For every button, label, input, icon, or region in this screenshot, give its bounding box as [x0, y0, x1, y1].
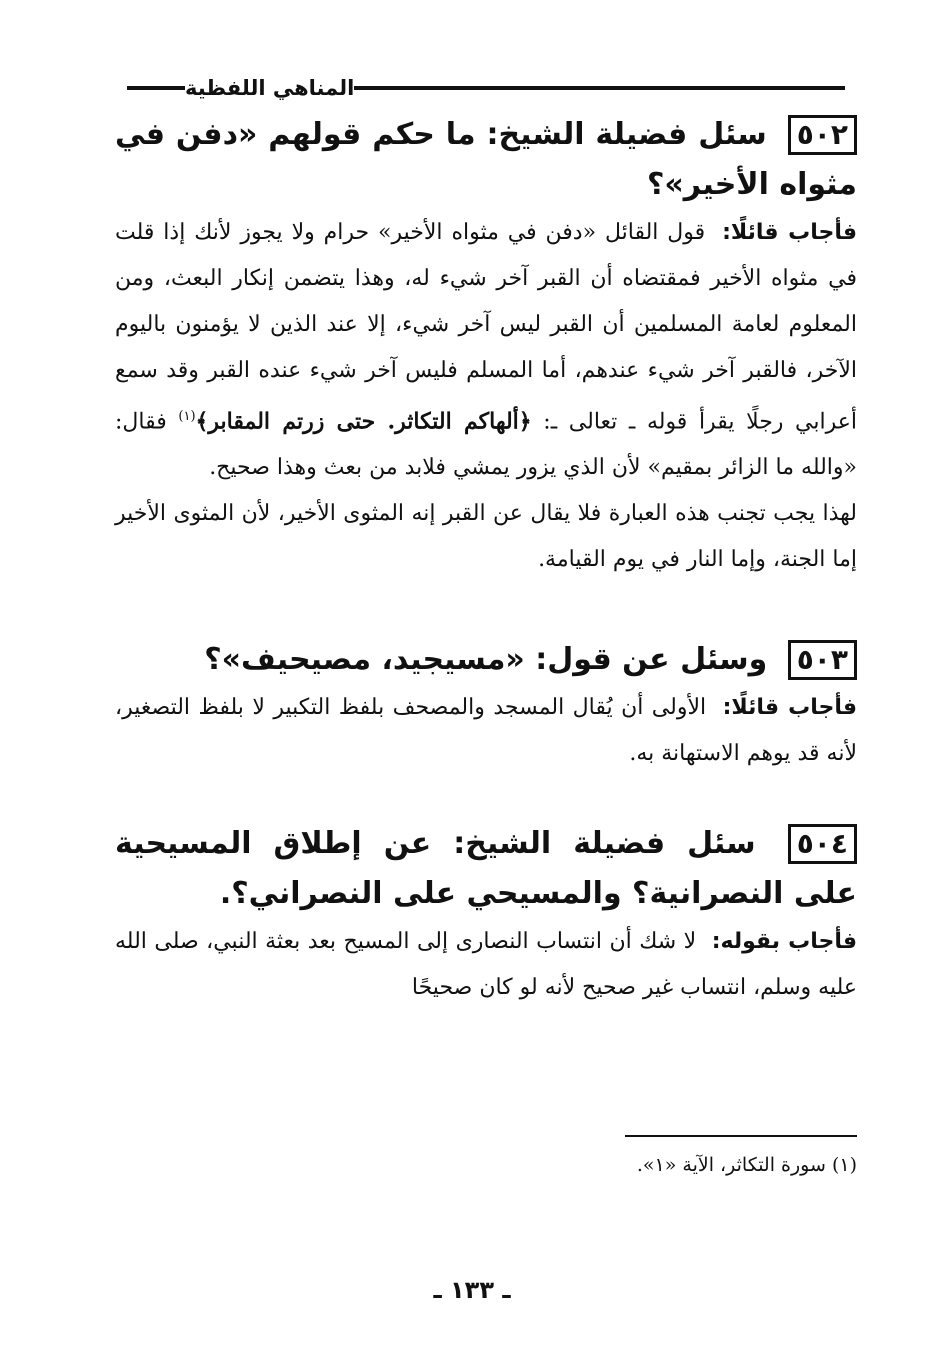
qa-section-504: [115, 819, 857, 1011]
quran-verse: ﴿ألهاكم التكاثر. حتى زرتم المقابر﴾: [195, 408, 532, 435]
question-text: سئل فضيلة الشيخ: عن إطلاق المسيحية على النصرانية؟ والمسيحي على النصراني؟.: [115, 826, 857, 912]
answer-text: فقال: «والله ما الزائر بمقيم» لأن الذي يزور يمشي فلابد من بعث وهذا صحيح.: [115, 409, 857, 481]
question-heading: [115, 819, 857, 919]
answer-paragraph: [115, 210, 857, 491]
question-heading: [115, 635, 857, 685]
question-text: وسئل عن قول: «مسيجيد، مصيحيف»؟: [204, 642, 768, 678]
answer-lead: فأجاب بقوله:: [711, 929, 857, 955]
qa-section-502: [115, 110, 857, 583]
main-content: [115, 110, 857, 1011]
footnote-reference: (١): [178, 409, 196, 424]
section-spacer: [115, 777, 857, 819]
qa-section-503: [115, 635, 857, 777]
footnote: (١) سورة التكاثر، الآية «١».: [636, 1154, 857, 1176]
answer-text: قول القائل «دفن في مثواه الأخير» حرام ولا يجوز لأنك إذا قلت في مثواه الأخير فمقتضاه أن القبر آخر شيء له، وهذا يتضمن إنكار البعث، ومن المعلوم لعامة المسلمين أن القبر ليس آخر شيء، إلا عند الذين لا يؤمنون باليوم الآخر، فالقبر آخر شيء عندهم، أما المسلم فليس آخر شيء عنده القبر وقد سمع أعرابي رجلًا يقرأ قوله ـ تعالى ـ:: [115, 220, 858, 435]
answer-paragraph: لهذا يجب تجنب هذه العبارة فلا يقال عن القبر إنه المثوى الأخير، لأن المثوى الأخير إما الجنة، وإما النار في يوم القيامة.: [115, 501, 857, 573]
header-rule: [127, 86, 185, 90]
answer-paragraph: [115, 685, 857, 777]
section-spacer: [115, 583, 857, 635]
question-number: ٥٠٢: [788, 115, 857, 155]
answer-text: لا شك أن انتساب النصارى إلى المسيح بعد بعثة النبي، صلى الله عليه وسلم، انتساب غير صحيح لأنه لو كان صحيحًا: [115, 929, 857, 1001]
question-number: ٥٠٤: [788, 824, 857, 864]
page-number: ـ ١٣٣ ـ: [433, 1276, 511, 1304]
answer-lead: فأجاب قائلًا:: [722, 695, 857, 721]
answer-lead: فأجاب قائلًا:: [722, 220, 857, 245]
answer-paragraph: [115, 919, 857, 1011]
header-title: المناهي اللفظية: [185, 76, 355, 100]
question-number: ٥٠٣: [788, 640, 857, 680]
answer-text: الأولى أن يُقال المسجد والمصحف بلفظ التكبير لا بلفظ التصغير، لأنه قد يوهم الاستهانة به.: [115, 695, 857, 767]
footnote-separator: [625, 1135, 857, 1137]
header-rule: [354, 86, 845, 90]
question-text: سئل فضيلة الشيخ: ما حكم قولهم «دفن في مثواه الأخير»؟: [115, 117, 857, 202]
question-heading: [115, 110, 857, 210]
running-header: [115, 70, 857, 106]
